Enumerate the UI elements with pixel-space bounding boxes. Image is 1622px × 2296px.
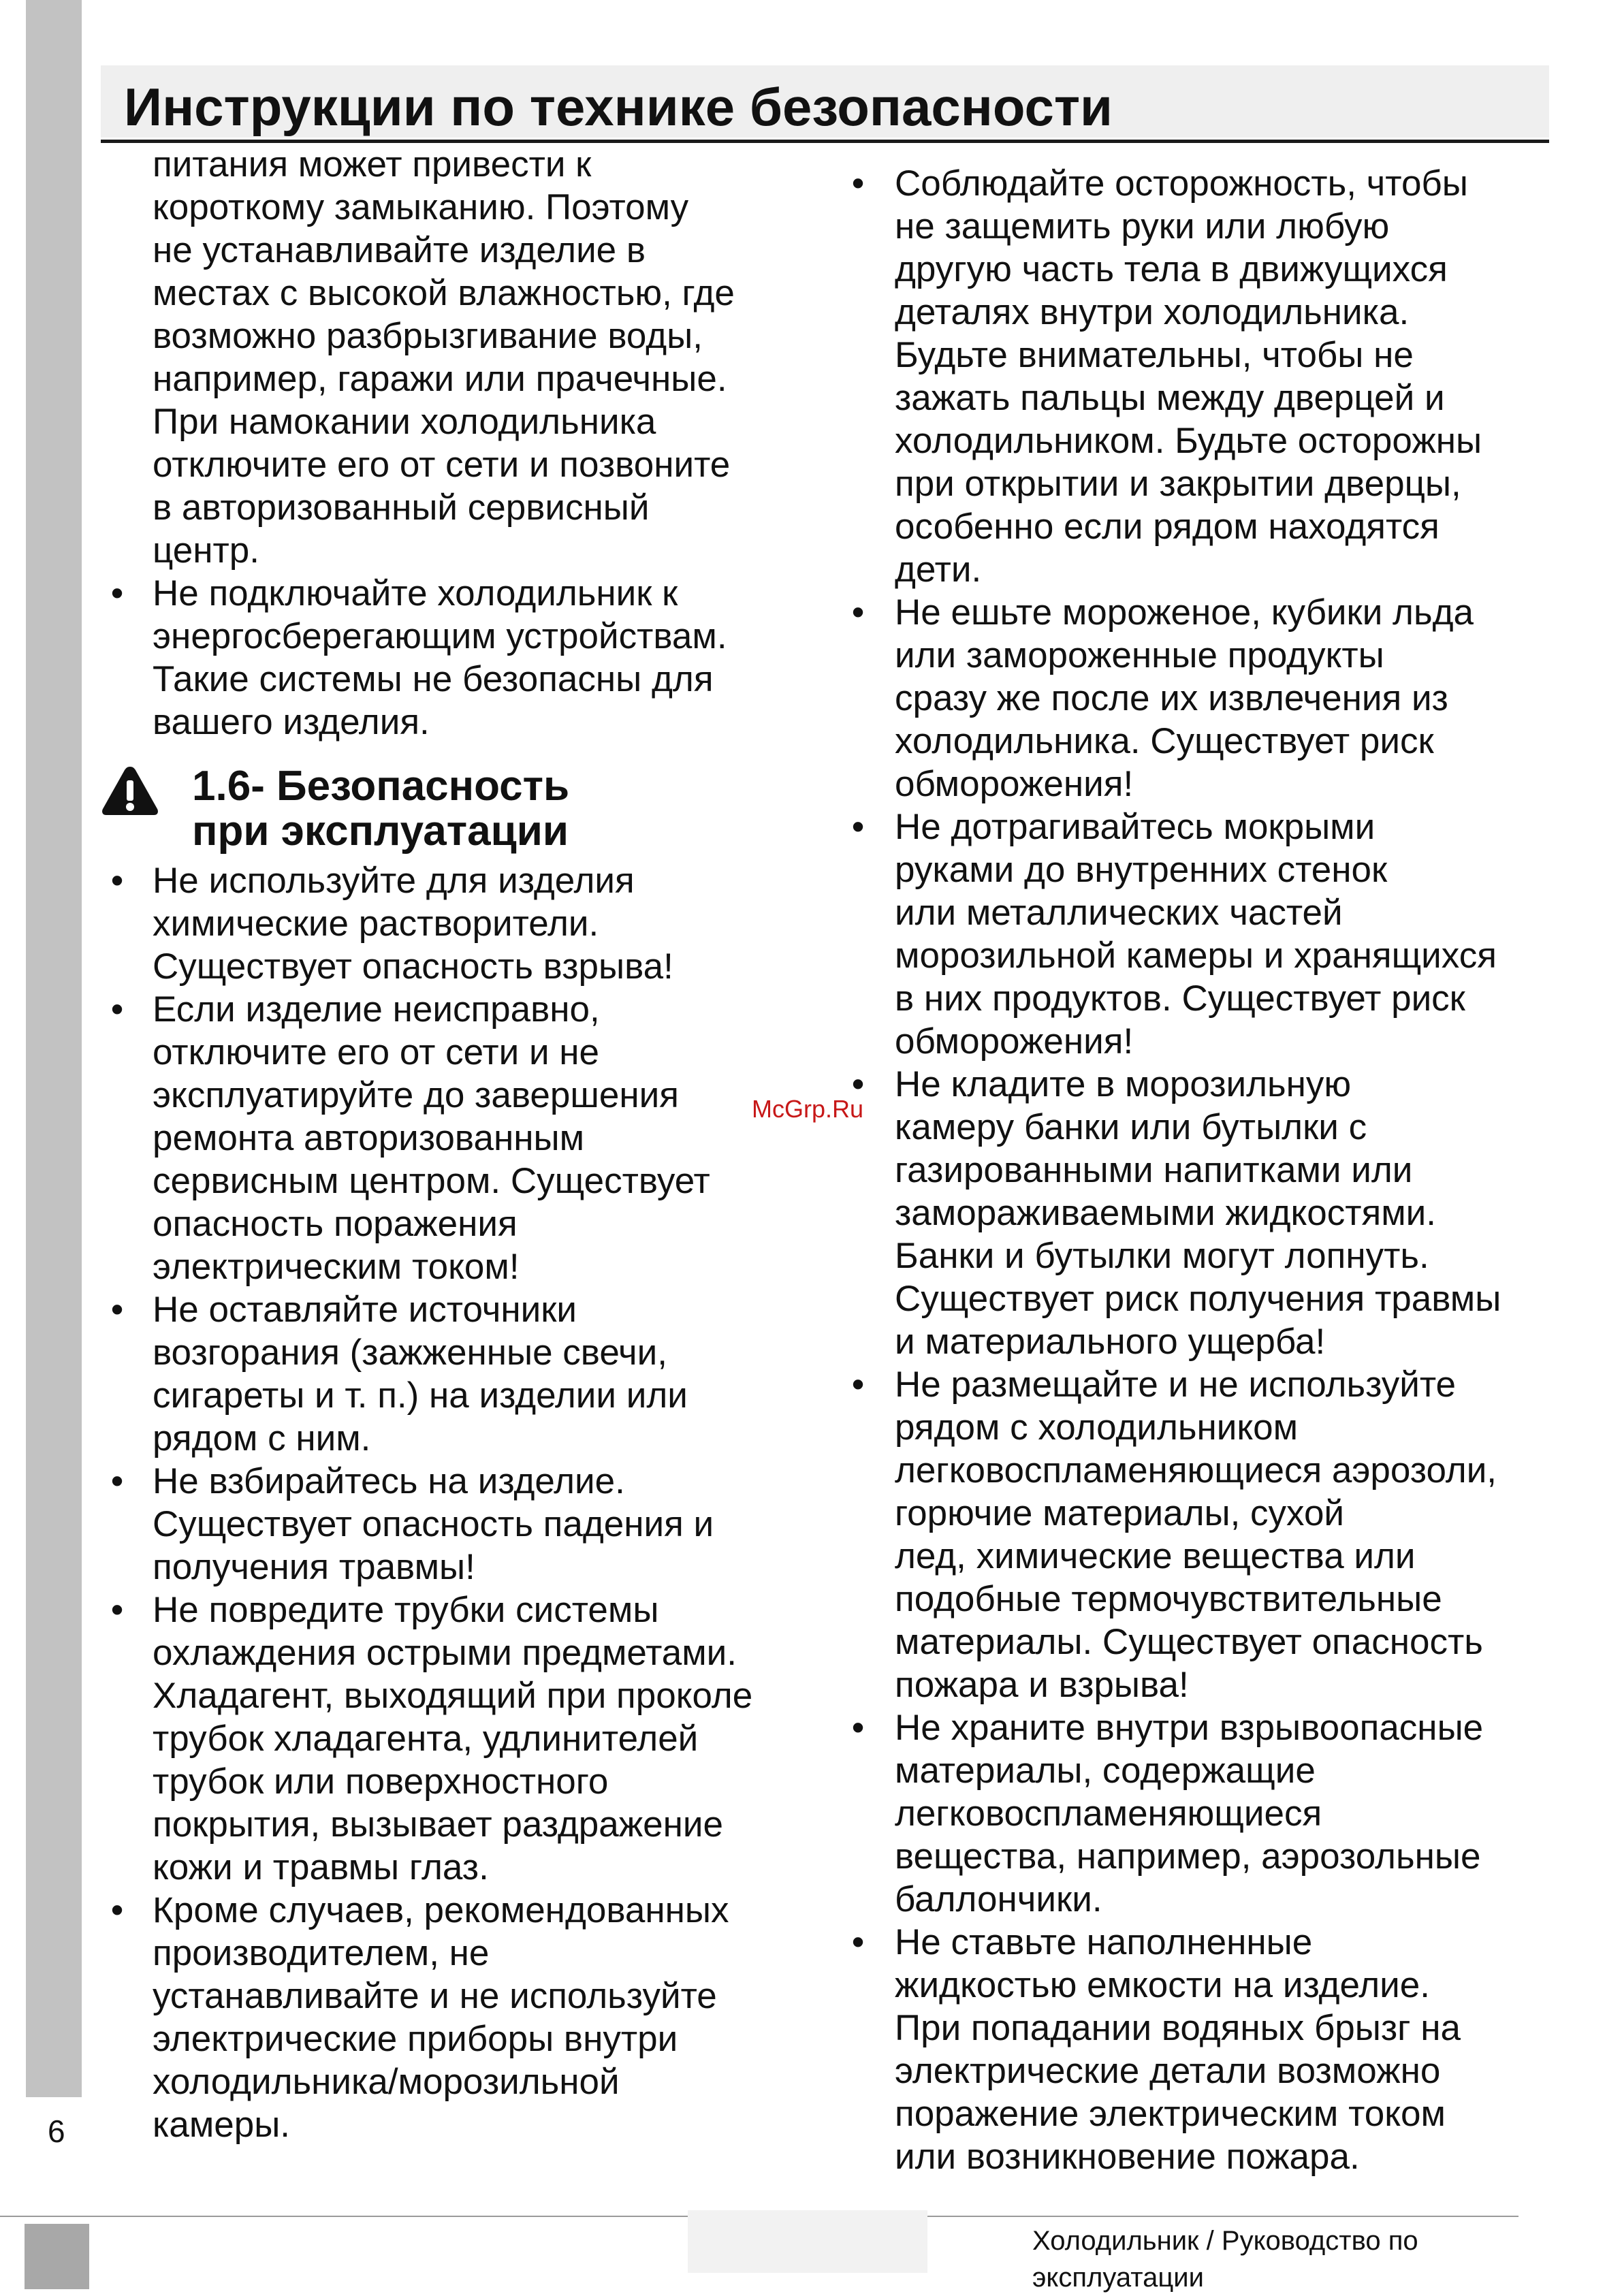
text-line: получения травмы! [153, 1547, 475, 1587]
bullet-item [101, 988, 833, 1288]
text-line: и материального ущерба! [895, 1322, 1326, 1362]
text-line: легковоспламеняющиеся аэрозоли, [895, 1450, 1497, 1490]
bullet-item [842, 1706, 1550, 1921]
text-line: сразу же после их извлечения из [895, 678, 1448, 718]
bullet-icon: • [110, 573, 124, 613]
text-line: деталях внутри холодильника. [895, 292, 1410, 332]
text-line: зажать пальцы между дверцей и [895, 378, 1445, 418]
text-line: устанавливайте и не используйте [153, 1976, 717, 2016]
text-line: рядом с ним. [153, 1418, 371, 1458]
text-line: При попадании водяных брызг на [895, 2008, 1461, 2048]
text-line: Не оставляйте источники [153, 1290, 577, 1330]
text-line: Не используйте для изделия [153, 861, 635, 901]
bullet-icon: • [851, 1922, 865, 1962]
text-line: не устанавливайте изделие в [153, 230, 646, 270]
bullet-icon: • [110, 1590, 124, 1630]
bullet-item [101, 572, 833, 744]
bullet-icon: • [110, 989, 124, 1030]
text-line: материалы. Существует опасность [895, 1622, 1483, 1662]
text-line: холодильника. Существует риск [895, 721, 1434, 761]
bullet-item [101, 1288, 833, 1460]
text-line: сигареты и т. п.) на изделии или [153, 1375, 688, 1416]
bullet-icon: • [110, 1461, 124, 1501]
text-line: камеры. [153, 2105, 291, 2145]
bullet-icon: • [110, 1890, 124, 1930]
text-line: Банки и бутылки могут лопнуть. [895, 1236, 1429, 1276]
text-line: холодильником. Будьте осторожны [895, 421, 1482, 461]
bullet-item [842, 1363, 1550, 1706]
text-line: поражение электрическим током [895, 2094, 1446, 2134]
bullet-icon: • [110, 861, 124, 901]
section-heading [101, 764, 833, 854]
bullet-item [842, 1921, 1550, 2178]
page-title: Инструкции по технике безопасности [124, 77, 1113, 137]
bullet-item [101, 859, 833, 988]
text-line: обморожения! [895, 764, 1134, 804]
footer-caption-line: эксплуатации [1032, 2263, 1204, 2293]
text-line: вещества, например, аэрозольные [895, 1836, 1481, 1877]
text-line: местах с высокой влажностью, где [153, 273, 735, 313]
bullet-icon: • [851, 592, 865, 633]
text-line: дети. [895, 549, 982, 590]
text-line: или возникновение пожара. [895, 2137, 1360, 2177]
text-line: Не ставьте наполненные [895, 1922, 1313, 1962]
text-line: опасность поражения [153, 1204, 518, 1244]
continuation-paragraph [101, 143, 833, 572]
text-line: в авторизованный сервисный [153, 488, 650, 528]
text-line: холодильника/морозильной [153, 2062, 620, 2102]
text-line: эксплуатируйте до завершения [153, 1075, 679, 1115]
text-line: руками до внутренних стенок [895, 850, 1388, 890]
text-line: кожи и травмы глаз. [153, 1847, 489, 1887]
text-line: легковоспламеняющиеся [895, 1793, 1322, 1834]
text-line: электрическим током! [153, 1247, 520, 1287]
text-line: покрытия, вызывает раздражение [153, 1804, 724, 1845]
text-line: При намокании холодильника [153, 402, 656, 442]
text-line: Не кладите в морозильную [895, 1064, 1352, 1104]
section-title-line: при эксплуатации [192, 808, 569, 855]
footer-box [688, 2210, 927, 2273]
text-line: питания может привести к [153, 144, 592, 185]
bullet-item [842, 1063, 1550, 1363]
text-line: сервисным центром. Существует [153, 1161, 710, 1201]
text-line: Не размещайте и не используйте [895, 1365, 1457, 1405]
text-line: электрические детали возможно [895, 2051, 1441, 2091]
warning-triangle-icon [101, 764, 159, 817]
bullet-item [101, 1889, 833, 2146]
text-line: Не храните внутри взрывоопасные [895, 1708, 1484, 1748]
text-line: химические растворители. [153, 904, 599, 944]
text-line: короткому замыканию. Поэтому [153, 187, 689, 227]
text-line: горючие материалы, сухой [895, 1493, 1345, 1533]
text-line: Такие системы не безопасны для [153, 659, 714, 699]
text-line: ремонта авторизованным [153, 1118, 585, 1158]
text-line: особенно если рядом находятся [895, 507, 1440, 547]
bullet-icon: • [110, 1290, 124, 1330]
text-line: при открытии и закрытии дверцы, [895, 464, 1461, 504]
text-line: энергосберегающим устройствам. [153, 616, 727, 656]
text-line: обморожения! [895, 1021, 1134, 1062]
text-line: Не повредите трубки системы [153, 1590, 659, 1630]
text-line: подобные термочувствительные [895, 1579, 1442, 1619]
text-line: Кроме случаев, рекомендованных [153, 1890, 729, 1930]
footer-caption [1032, 2222, 1418, 2296]
text-line: Существует риск получения травмы [895, 1279, 1501, 1319]
text-line: производителем, не [153, 1933, 490, 1973]
text-line: Существует опасность падения и [153, 1504, 714, 1544]
text-line: охлаждения острыми предметами. [153, 1633, 737, 1673]
text-line: или замороженные продукты [895, 635, 1384, 675]
text-line: Будьте внимательны, чтобы не [895, 335, 1414, 375]
text-line: морозильной камеры и хранящихся [895, 936, 1497, 976]
text-line: в них продуктов. Существует риск [895, 978, 1465, 1019]
text-line: трубок хладагента, удлинителей [153, 1719, 699, 1759]
text-line: электрические приборы внутри [153, 2019, 678, 2059]
left-column [101, 143, 833, 2146]
bullet-icon: • [851, 807, 865, 847]
bullet-icon: • [851, 1365, 865, 1405]
text-line: материалы, содержащие [895, 1751, 1316, 1791]
bullet-icon: • [851, 1064, 865, 1104]
bullet-item [842, 162, 1550, 591]
text-line: или металлических частей [895, 893, 1343, 933]
text-line: вашего изделия. [153, 702, 430, 742]
text-line: центр. [153, 530, 259, 571]
bullet-item [842, 806, 1550, 1063]
text-line: Если изделие неисправно, [153, 989, 600, 1030]
text-line: трубок или поверхностного [153, 1761, 609, 1802]
text-line: отключите его от сети и позвоните [153, 445, 731, 485]
text-line: рядом с холодильником [895, 1407, 1299, 1448]
watermark: McGrp.Ru [752, 1095, 864, 1123]
text-line: Не подключайте холодильник к [153, 573, 678, 613]
text-line: возгорания (зажженные свечи, [153, 1333, 668, 1373]
text-line: не защемить руки или любую [895, 206, 1390, 246]
text-line: жидкостью емкости на изделие. [895, 1965, 1430, 2005]
text-line: Соблюдайте осторожность, чтобы [895, 163, 1468, 204]
text-line: лед, химические вещества или [895, 1536, 1416, 1576]
bullet-item [842, 591, 1550, 806]
section-title-line: 1.6- Безопасность [192, 763, 570, 810]
text-line: например, гаражи или прачечные. [153, 359, 727, 399]
text-line: пожара и взрыва! [895, 1665, 1189, 1705]
text-line: Не взбирайтесь на изделие. [153, 1461, 625, 1501]
text-line: Не дотрагивайтесь мокрыми [895, 807, 1375, 847]
bullet-icon: • [851, 1708, 865, 1748]
text-line: Хладагент, выходящий при проколе [153, 1676, 753, 1716]
text-line: Существует опасность взрыва! [153, 946, 673, 987]
page-number: 6 [48, 2114, 65, 2149]
bullet-item [101, 1460, 833, 1589]
text-line: отключите его от сети и не [153, 1032, 600, 1072]
text-line: газированными напитками или [895, 1150, 1413, 1190]
footer-caption-line: Холодильник / Руководство по [1032, 2226, 1418, 2256]
text-line: замораживаемыми жидкостями. [895, 1193, 1436, 1233]
text-line: возможно разбрызгивание воды, [153, 316, 703, 356]
text-line: другую часть тела в движущихся [895, 249, 1448, 289]
side-bar [26, 0, 82, 2097]
text-line: камеру банки или бутылки с [895, 1107, 1367, 1147]
text-line: баллончики. [895, 1879, 1102, 1919]
bullet-item [101, 1589, 833, 1889]
text-line: Не ешьте мороженое, кубики льда [895, 592, 1474, 633]
right-column [842, 162, 1550, 2178]
bullet-icon: • [851, 163, 865, 204]
footer-square [25, 2224, 89, 2289]
